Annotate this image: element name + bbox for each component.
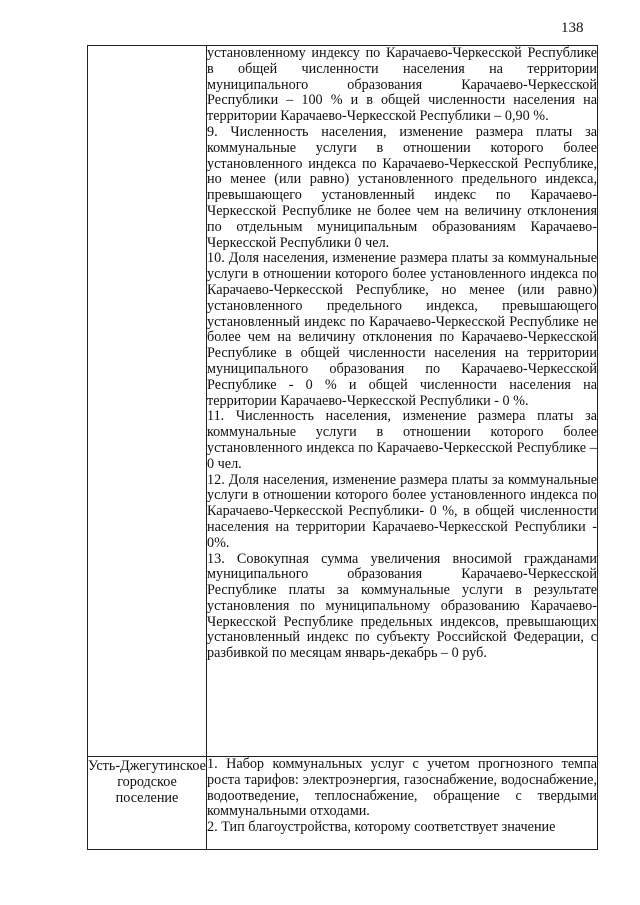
indicator-paragraph: 10. Доля населения, изменение размера платы за коммунальные услуги в отношении которого более установленного индекса по Карачаево-Черкесской Республике, но менее (или равно) установленного предельного индекса, превышающего установленный индекс по Карачаево-Черкесской Республике не более чем на величину отклонения по Карачаево-Черкесской Республике в общей численности населения на территории муниципального образования по Карачаево-Черкесской Республике - 0 % и общей численности населения на территории Карачаево-Черкесской Республики - 0 %. xyxy=(207,250,597,409)
indicator-paragraph: 11. Численность населения, изменение размера платы за коммунальные услуги в отношении которого более установленного индекса по Карачаево-Черкесской Республике – 0 чел. xyxy=(207,408,597,472)
indicator-paragraph: 2. Тип благоустройства, которому соответствует значение xyxy=(207,819,556,836)
indicators-cell xyxy=(207,757,598,850)
indicator-table xyxy=(87,45,598,850)
indicator-paragraph: установленному индексу по Карачаево-Черкесской Республике в общей численности населения на территории муниципального образования Карачаево-Черкесской Республики – 100 % и в общей численности населения на территории Карачаево-Черкесской Республики – 0,90 %. xyxy=(207,45,597,125)
indicator-paragraph: 13. Совокупная сумма увеличения вносимой гражданами муниципального образования Карачаево-Черкесской Республике платы за коммунальные услуги в результате установления по муниципальному образованию Карачаево-Черкесской Республике предельных индексов, превышающих установленный индекс по субъекту Российской Федерации, с разбивкой по месяцам январь-декабрь – 0 руб. xyxy=(207,550,597,662)
indicator-paragraph: 12. Доля населения, изменение размера платы за коммунальные услуги в отношении которого более установленного индекса по Карачаево-Черкесской Республики- 0 %, в общей численности населения на территории Карачаево-Черкесской Республики - 0%. xyxy=(207,471,597,551)
table-row xyxy=(88,46,598,757)
indicator-paragraph: 9. Численность населения, изменение размера платы за коммунальные услуги в отношении которого более установленного индекса по Карачаево-Черкесской Республике, но менее (или равно) установленного предельного индекса, превышающего установленный индекс по Карачаево-Черкесской Республике не более чем на величину отклонения по отдельным муниципальным образованиям Карачаево-Черкесской Республики 0 чел. xyxy=(207,123,597,251)
page-number: 138 xyxy=(561,20,584,36)
municipality-cell xyxy=(88,46,207,757)
indicators-cell xyxy=(207,46,598,757)
indicator-paragraph: 1. Набор коммунальных услуг с учетом прогнозного темпа роста тарифов: электроэнергия, газоснабжение, водоснабжение, водоотведение, теплоснабжение, обращение с твердыми коммунальными отходами. xyxy=(207,756,597,820)
municipality-label: Усть-Джегутинское городское поселение xyxy=(88,758,206,806)
table-row xyxy=(88,757,598,850)
municipality-cell xyxy=(88,757,207,850)
